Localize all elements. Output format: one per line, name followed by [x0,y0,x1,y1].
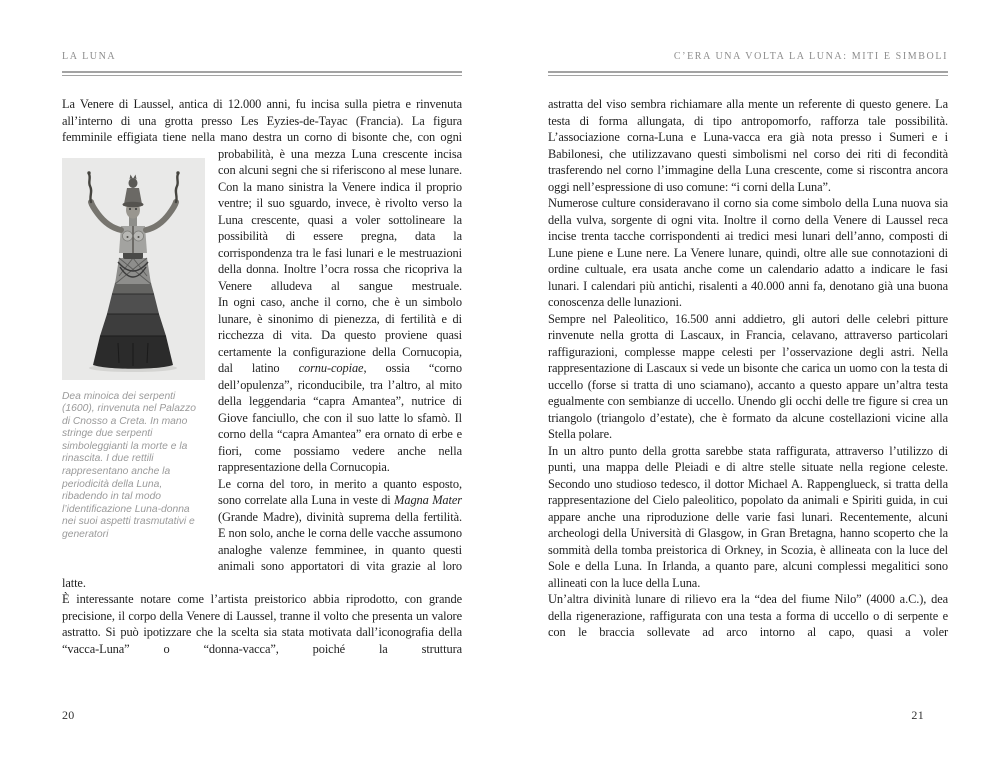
running-header-right: C’ERA UNA VOLTA LA LUNA: MITI E SIMBOLI [673,51,948,62]
page-number-right: 21 [911,708,924,722]
paragraph-numerose-culture: Numerose culture consideravano il corno sia come simbolo della Luna nuova sia della vulva, sorgente di ogni vita. Inoltre il corno della Venere di Laussel reca incise trenta tacche corrispondenti ai tredici mesi lunari dell’anno, composti di Lune piene e Lune nere. La Venere lunare, quindi, oltre alle sue connotazioni di ordine cultuale, era usata anche come un calendario adatto a indicare le fasi lunari. I calendari più antichi, risalenti a 40.000 anni fa, denotano già una buona conoscenza delle lunazioni. [548,196,948,309]
running-header-left: LA LUNA [62,51,117,62]
left-page-body [62,96,462,657]
paragraph-venere-laussel-continuation: con ogni probabilità, è una mezza Luna crescente incisa con alcuni segni che si riferiscono al mese lunare. Con la mano sinistra la Venere indica il proprio ventre; il suo sguardo, invece, è rivolto verso la Luna crescente, quasi a voler sottolineare la possibilità di essere pregna, data la corrispondenza tra le fasi lunari e le mestruazioni della donna. Inoltre l’ocra rossa che ricopriva la Venere alludeva al sangue mestruale. [218,130,463,293]
paragraph-testa-astratta: astratta del viso sembra richiamare alla mente un referente di questo genere. La testa di forma allungata, di tipo antropomorfo, rafforza tale possibilità. L’associazione corna-Luna e Luna-vacca era già nota presso i Sumeri e i Babilonesi, che utilizzavano questi simbolismi nel corso dei riti di fecondità trasferendo nel corno l’immagine della Luna crescente, come si riscontra ancora oggi nell’espressione di uso comune: “i corni della Luna”. [548,97,948,194]
snake-goddess-image [62,158,205,380]
snake-goddess-illustration [62,158,205,380]
paragraph-paleolitico-lascaux: Sempre nel Paleolitico, 16.500 anni addietro, gli autori delle celebri pitture rinvenute nella grotta di Lascaux, in Francia, celavano, attraverso particolari raffigurazioni, complesse mappe celesti per l’osservazione degli astri. Nella rappresentazione di Lascaux si vede un bisonte che carica un uomo con la testa di uccello (forse si tratta di uno sciamano), accanto a questo appare un’altra testa egualmente con sembianze di uccello. Unendo gli occhi delle tre figure si crea un triangolo (triangolo d’estate), che è formato da alcune costellazioni vicine alla Stella polare. [548,311,948,441]
right-page-body [548,96,948,641]
figure-snake-goddess [62,158,205,554]
header-rule-left [62,71,462,76]
page-left [62,0,462,770]
paragraph-dea-fiume-nilo: Un’altra divinità lunare di rilievo era la “dea del fiume Nilo” (4000 a.C.), dea della rigenerazione, raffigurata con una testa a forma di uccello o di serpente e con le braccia sollevate ad arco intorno al capo, quasi a voler [548,592,948,639]
paragraph-corno-cornucopia: In ogni caso, anche il corno, che è un simbolo lunare, è sinonimo di pienezza, di fertilità e di ricchezza di vita. Da questo proviene quasi certamente la configurazione della Cornucopia, dal latino cornu-copiae, ossia “corno dell’opulenza”, riconducibile, tra l’altro, al mito della leggendaria “capra Amantea”, nutrice di Giove fanciullo, che con il suo latte lo sfamò. Il corno della “capra Amantea” era ornato di erbe e fiori, come possiamo vedere anche nella rappresentazione della Cornucopia. [218,295,462,474]
paragraph-pleiadi-rappenglueck: In un altro punto della grotta sarebbe stata raffigurata, attraverso l’utilizzo di punti, una mappa delle Pleiadi e di altre stelle situate nella regione celeste. Secondo uno studioso tedesco, il dottor Michael A. Rappenglueck, si tratta della rappresentazione del Cielo paleolitico, popolato da animali e Spiriti guida, in cui appare anche una riproduzione delle varie fasi lunari. Recentemente, alcuni archeologi della Università di Glasgow, in Gran Bretagna, hanno scoperto che la sommità della tomba preistorica di Orkney, in Scozia, è allineata con la luce del Sole e della Luna. In Irlanda, a quanto pare, alcuni complessi megalitici sono allineati con la luce della Luna. [548,443,948,590]
paragraph-corna-del-toro: Le corna del toro, in merito a quanto esposto, sono correlate alla Luna in veste di Magna Mater (Grande Madre), divinità suprema della fertilità. E non solo, anche le corna delle vacche assumono analoghe valenze femminee, in quanto questi animali sono apportatori di vita grazie al loro latte. [62,476,462,590]
header-rule-right [548,71,948,76]
paragraph-venere-laussel-intro: La Venere di Laussel, antica di 12.000 anni, fu incisa sulla pietra e rinvenuta all’interno di una grotta presso Les Eyzies-de-Tayac (Francia). La figura femminile effigiata tiene nella mano destra un corno di bisonte che, [62,97,462,144]
page-number-left: 20 [62,708,75,722]
page-right [548,0,948,770]
figure-caption: Dea minoica dei serpenti (1600), rinvenuta nel Palazzo di Cnosso a Creta. In mano stringe due serpenti simboleggianti la morte e la rinascita. I due rettili rappresentano anche la periodicità della Luna, ribadendo in tal modo l’identificazione Luna-donna nei suoi aspetti trasmutativi e generatori [62,390,196,541]
paragraph-artista-preistorico: È interessante notare come l’artista preistorico abbia riprodotto, con grande precisione, il corpo della Venere di Laussel, tranne il volto che presenta un valore astratto. Si può ipotizzare che la scelta sia stata motivata dall’iconografia della “vacca-Luna” o “donna-vacca”, poiché la struttura [62,592,462,656]
